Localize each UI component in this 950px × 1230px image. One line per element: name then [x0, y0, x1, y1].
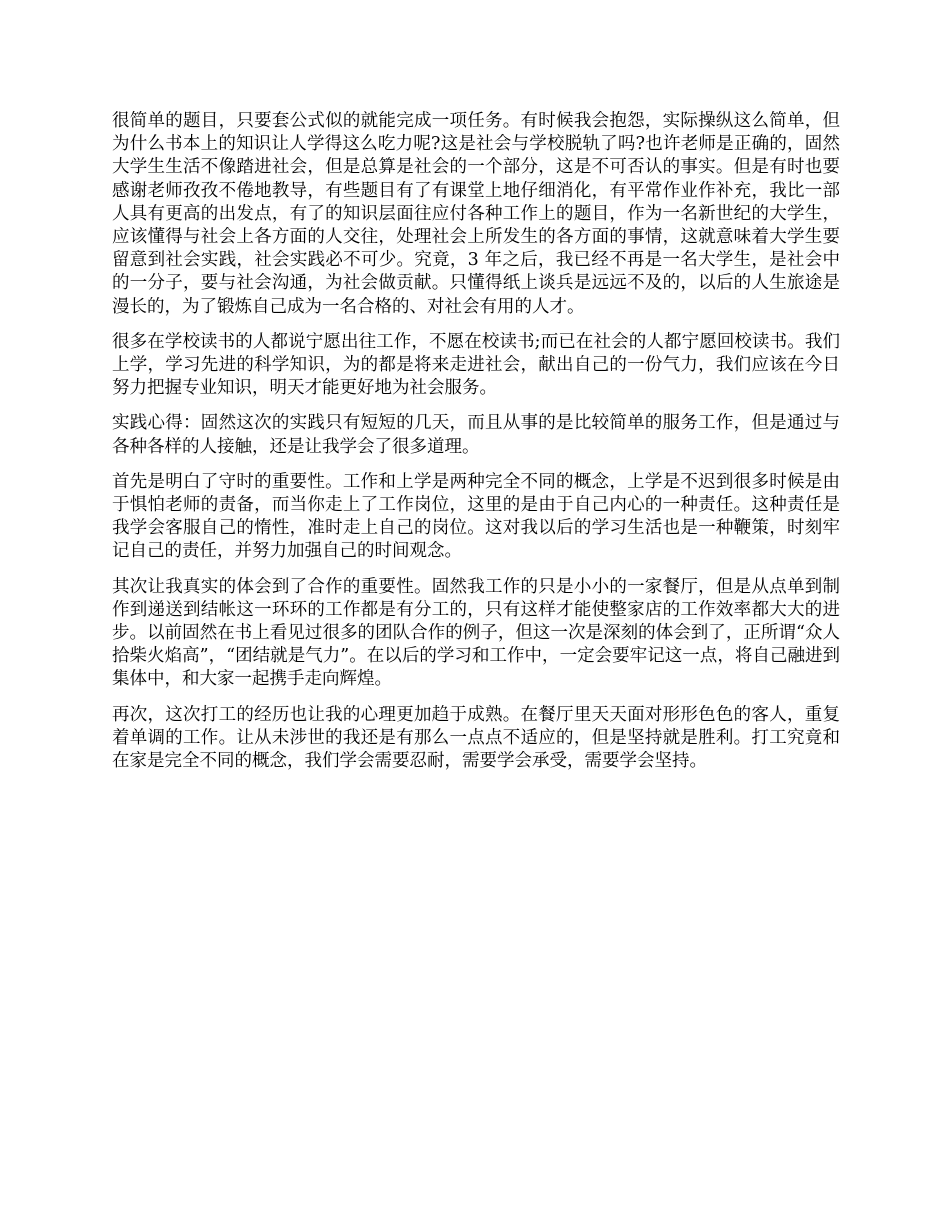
paragraph-4: 首先是明白了守时的重要性。工作和上学是两种完全不同的概念，上学是不迟到很多时候是由于惧怕老师的责备，而当你走上了工作岗位，这里的是由于自己内心的一种责任。这种责任是我学会客服自己的惰性，准时走上自己的岗位。这对我以后的学习生活也是一种鞭策，时刻牢记自己的责任，并努力加强自己的时间观念。 — [112, 471, 840, 562]
paragraph-6: 再次，这次打工的经历也让我的心理更加趋于成熟。在餐厅里天天面对形形色色的客人，重复着单调的工作。让从未涉世的我还是有那么一点点不适应的，但是坚持就是胜利。打工究竟和在家是完全不同的概念，我们学会需要忍耐，需要学会承受，需要学会坚持。 — [112, 704, 840, 772]
paragraph-1: 很简单的题目，只要套公式似的就能完成一项任务。有时候我会抱怨，实际操纵这么简单，但为什么书本上的知识让人学得这么吃力呢?这是社会与学校脱轨了吗?也许老师是正确的，固然大学生生活不像踏进社会，但是总算是社会的一个部分，这是不可否认的事实。但是有时也要感谢老师孜孜不倦地教导，有些题目有了有课堂上地仔细消化，有平常作业作补充，我比一部人具有更高的出发点，有了的知识层面往应付各种工作上的题目，作为一名新世纪的大学生，应该懂得与社会上各方面的人交往，处理社会上所发生的各方面的事情，这就意味着大学生要留意到社会实践，社会实践必不可少。究竟，3 年之后，我已经不再是一名大学生，是社会中的一分子，要与社会沟通，为社会做贡献。只懂得纸上谈兵是远远不及的，以后的人生旅途是漫长的，为了锻炼自己成为一名合格的、对社会有用的人才。 — [112, 111, 840, 317]
paragraph-3: 实践心得：固然这次的实践只有短短的几天，而且从事的是比较简单的服务工作，但是通过与各种各样的人接触，还是让我学会了很多道理。 — [112, 413, 840, 457]
paragraph-2: 很多在学校读书的人都说宁愿出往工作，不愿在校读书;而已在社会的人都宁愿回校读书。我们上学，学习先进的科学知识，为的都是将来走进社会，献出自己的一份气力，我们应该在今日努力把握专业知识，明天才能更好地为社会服务。 — [112, 331, 840, 399]
document-body — [112, 110, 840, 785]
paragraph-5: 其次让我真实的体会到了合作的重要性。固然我工作的只是小小的一家餐厅，但是从点单到制作到递送到结帐这一环环的工作都是有分工的，只有这样才能使整家店的工作效率都大大的进步。以前固然在书上看见过很多的团队合作的例子，但这一次是深刻的体会到了，正所谓“众人拾柴火焰高”，“团结就是气力”。在以后的学习和工作中，一定会要牢记这一点，将自己融进到集体中，和大家一起携手走向辉煌。 — [112, 576, 840, 690]
